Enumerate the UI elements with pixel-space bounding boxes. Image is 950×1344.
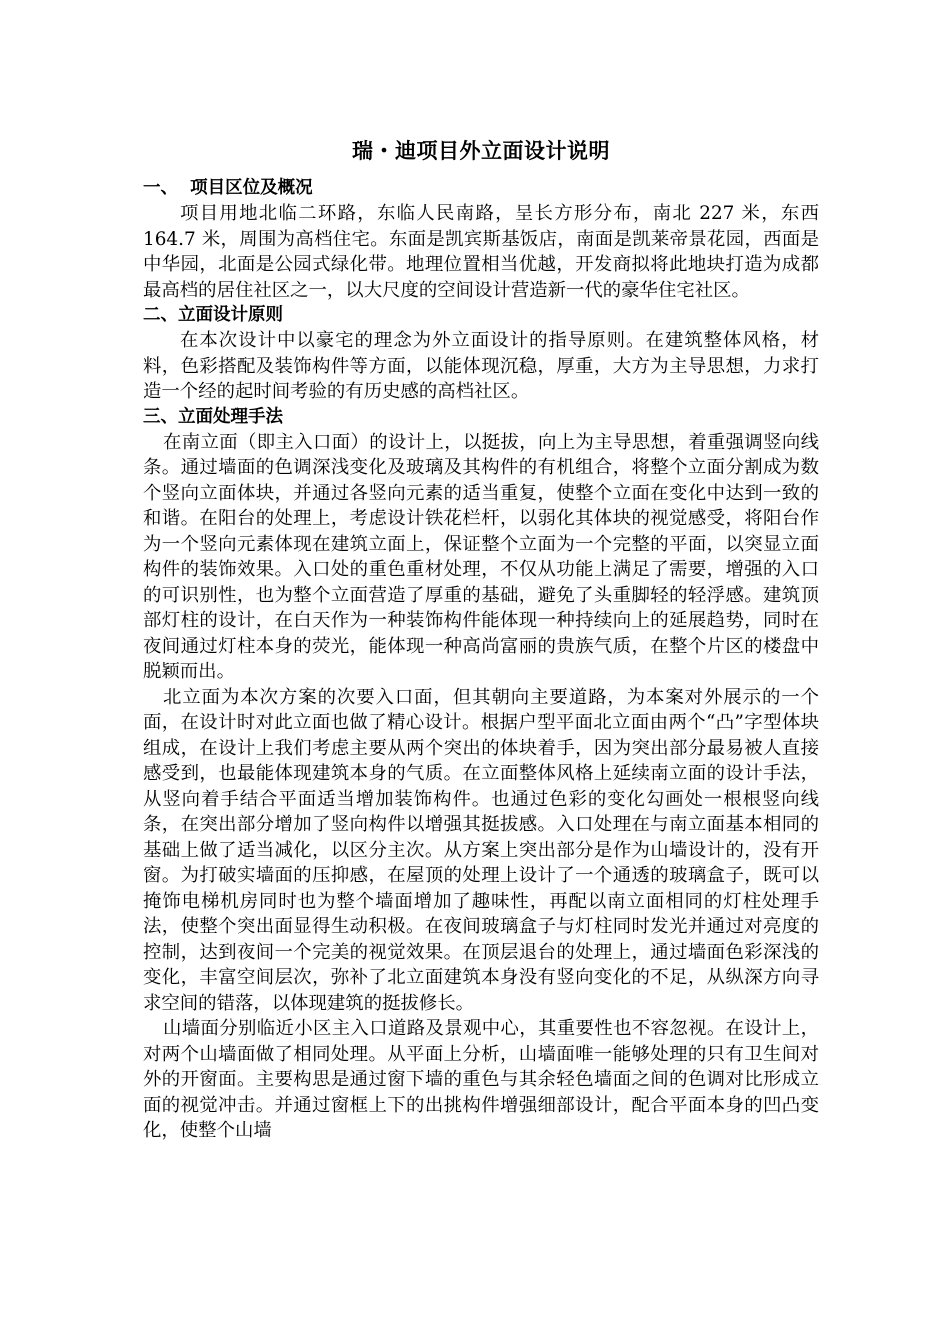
paragraph-south-facade: 在南立面（即主入口面）的设计上，以挺拔，向上为主导思想，着重强调竖向线条。通过墙面的色调深浅变化及玻璃及其构件的有机组合，将整个立面分割成为数个竖向立面体块，并通过各竖向元素的适当重复，使整个立面在变化中达到一致的和谐。在阳台的处理上，考虑设计铁花栏杆，以弱化其体块的视觉感受，将阳台作为一个竖向元素体现在建筑立面上，保证整个立面为一个完整的平面，以突显立面构件的装饰效果。入口处的重色重材处理，不仅从功能上满足了需要，增强的入口的可识别性，也为整个立面营造了厚重的基础，避免了头重脚轻的轻浮感。建筑顶部灯柱的设计，在白天作为一种装饰构件能体现一种持续向上的延展趋势，同时在夜间通过灯柱本身的荧光，能体现一种高尚富丽的贵族气质，在整个片区的楼盘中脱颖而出。 xyxy=(143,431,819,682)
section-heading-2: 二、立面设计原则 xyxy=(143,305,283,325)
section-design-principles xyxy=(143,303,819,405)
paragraph-gable-walls: 山墙面分别临近小区主入口道路及景观中心，其重要性也不容忽视。在设计上，对两个山墙面做了相同处理。从平面上分析，山墙面唯一能够处理的只有卫生间对外的开窗面。主要构思是通过窗下墙的重色与其余轻色墙面之间的色调对比形成立面的视觉冲击。并通过窗框上下的出挑构件增强细部设计，配合平面本身的凹凸变化，使整个山墙 xyxy=(143,1018,819,1141)
paragraph-design-principles: 在本次设计中以豪宅的理念为外立面设计的指导原则。在建筑整体风格，材料，色彩搭配及装饰构件等方面，以能体现沉稳，厚重，大方为主导思想，力求打造一个经的起时间考验的有历史感的高档社区。 xyxy=(143,330,819,402)
section-heading-1: 一、 项目区位及概况 xyxy=(143,178,313,198)
section-facade-treatment xyxy=(143,405,819,1144)
paragraph-north-facade: 北立面为本次方案的次要入口面，但其朝向主要道路，为本案对外展示的一个面，在设计时对此立面也做了精心设计。根据户型平面北立面由两个“凸”字型体块组成，在设计上我们考虑主要从两个突出的体块着手，因为突出部分最易被人直接感受到，也最能体现建筑本身的气质。在立面整体风格上延续南立面的设计手法，从竖向着手结合平面适当增加装饰构件。也通过色彩的变化勾画处一根根竖向线条，在突出部分增加了竖向构件以增强其挺拔感。入口处理在与南立面基本相同的基础上做了适当减化，以区分主次。从方案上突出部分是作为山墙设计的，没有开窗。为打破实墙面的压抑感，在屋顶的处理上设计了一个通透的玻璃盒子，既可以掩饰电梯机房同时也为整个墙面增加了趣味性，再配以南立面相同的灯柱处理手法，使整个突出面显得生动积极。在夜间玻璃盒子与灯柱同时发光并通过对亮度的控制，达到夜间一个完美的视觉效果。在顶层退台的处理上，通过墙面色彩深浅的变化，丰富空间层次，弥补了北立面建筑本身没有竖向变化的不足，从纵深方向寻求空间的错落，以体现建筑的挺拔修长。 xyxy=(143,686,819,1014)
section-heading-3: 三、立面处理手法 xyxy=(143,406,283,427)
document-page xyxy=(143,136,819,1144)
section-project-location xyxy=(143,176,819,303)
document-title: 瑞・迪项目外立面设计说明 xyxy=(352,139,610,163)
paragraph-project-overview: 项目用地北临二环路，东临人民南路，呈长方形分布，南北 227 米，东西 164.7 米，周围为高档住宅。东面是凯宾斯基饭店，南面是凯莱帝景花园，西面是中华园，北面是公园式绿化带。地理位置相当优越，开发商拟将此地块打造为成都最高档的居住社区之一，以大尺度的空间设计营造新一代的豪华住宅社区。 xyxy=(143,203,819,301)
